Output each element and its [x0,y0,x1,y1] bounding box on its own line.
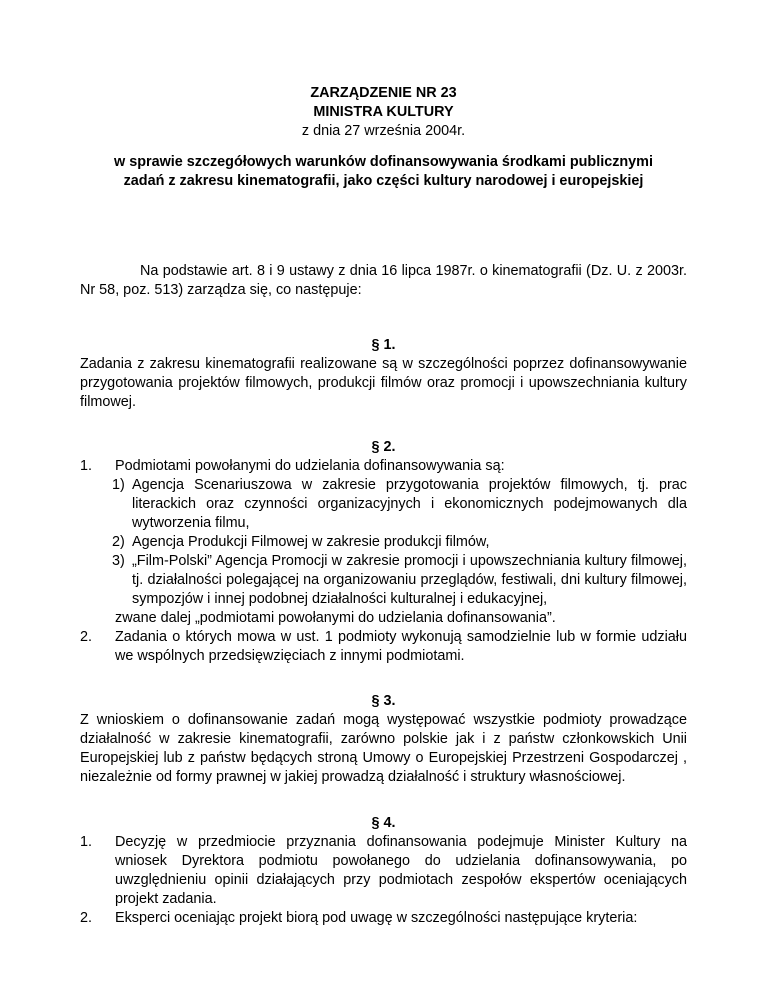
section-4 [80,814,687,928]
list-item [80,909,687,928]
subitem-number: 1) [112,477,125,493]
subitem-number: 2) [112,534,125,550]
item-text: Eksperci oceniając projekt biorą pod uwagę w szczególności następujące kryteria: [115,910,638,926]
preamble-text: Na podstawie art. 8 i 9 ustawy z dnia 16 lipca 1987r. o kinematografii (Dz. U. z 2003r. Nr 58, poz. 513) zarządza się, co następuje: [80,263,687,298]
item-number: 1. [80,834,93,850]
section-1 [80,336,687,412]
document-date [80,122,687,141]
list-item [80,628,687,666]
subitem-number: 3) [112,553,125,569]
subitem-text: „Film-Polski” Agencja Promocji w zakresie promocji i upowszechniania kultury filmowej, tj. działalności polegającej na organizowaniu przeglądów, festiwali, dni kultury filmowej, sympozjów i innej podobnej działalności kulturalnej i edukacyjnej, [132,553,687,607]
item-number: 1. [80,458,93,474]
item-tail: zwane dalej „podmiotami powołanymi do udzielania dofinansowania”. [115,610,556,626]
section-3-text: Z wnioskiem o dofinansowanie zadań mogą występować wszystkie podmioty prowadzące działalność w zakresie kinematografii, zarówno polskie jak i z państw członkowskich Unii Europejskiej lub z państw będących stroną Umowy o Europejskiej Przestrzeni Gospodarczej , niezależnie od formy prawnej w jakiej prowadzą działalność i struktury własnościowej. [80,712,687,785]
section-2-heading: § 2. [371,439,396,455]
item-number: 2. [80,629,93,645]
preamble [80,262,687,300]
sublist-item [80,533,687,552]
section-1-heading: § 1. [371,337,396,353]
item-text: Podmiotami powołanymi do udzielania dofinansowywania są: [115,458,505,474]
item-number: 2. [80,910,93,926]
section-2 [80,438,687,666]
sublist-item [80,476,687,533]
title-line-2: MINISTRA KULTURY [313,104,454,120]
section-2-list [80,457,687,666]
section-1-text: Zadania z zakresu kinematografii realizowane są w szczególności poprzez dofinansowywanie przygotowania projektów filmowych, produkcji filmów oraz promocji i upowszechniania kultury filmowej. [80,356,687,410]
section-3-heading: § 3. [371,693,396,709]
item-text: Decyzję w przedmiocie przyznania dofinansowania podejmuje Minister Kultury na wniosek Dyrektora podmiotu powołanego do udzielania dofinansowywania, po uwzględnieniu opinii działających przy podmiotach zespołów ekspertów oceniających projekt zadania. [115,834,687,907]
item-text: Zadania o których mowa w ust. 1 podmioty wykonują samodzielnie lub w formie udziału we wspólnych przedsięwzięciach z innymi podmiotami. [115,629,687,664]
section-3 [80,692,687,787]
title-line-1: ZARZĄDZENIE NR 23 [310,85,457,101]
section-4-heading: § 4. [371,815,396,831]
list-item [80,457,687,628]
subitem-text: Agencja Scenariuszowa w zakresie przygotowania projektów filmowych, tj. prac literackich oraz czynności organizacyjnych i ekonomicznych podejmowanych dla wytworzenia filmu, [132,477,687,531]
sublist [80,476,687,609]
sublist-item [80,552,687,609]
section-4-list [80,833,687,928]
subject-line-1: w sprawie szczegółowych warunków dofinansowywania środkami publicznymi [114,154,653,170]
document-subject [80,153,687,191]
subitem-text: Agencja Produkcji Filmowej w zakresie produkcji filmów, [132,534,490,550]
document-title [80,84,687,122]
subject-line-2: zadań z zakresu kinematografii, jako części kultury narodowej i europejskiej [123,173,644,189]
list-item [80,833,687,909]
date-line: z dnia 27 września 2004r. [301,123,466,139]
